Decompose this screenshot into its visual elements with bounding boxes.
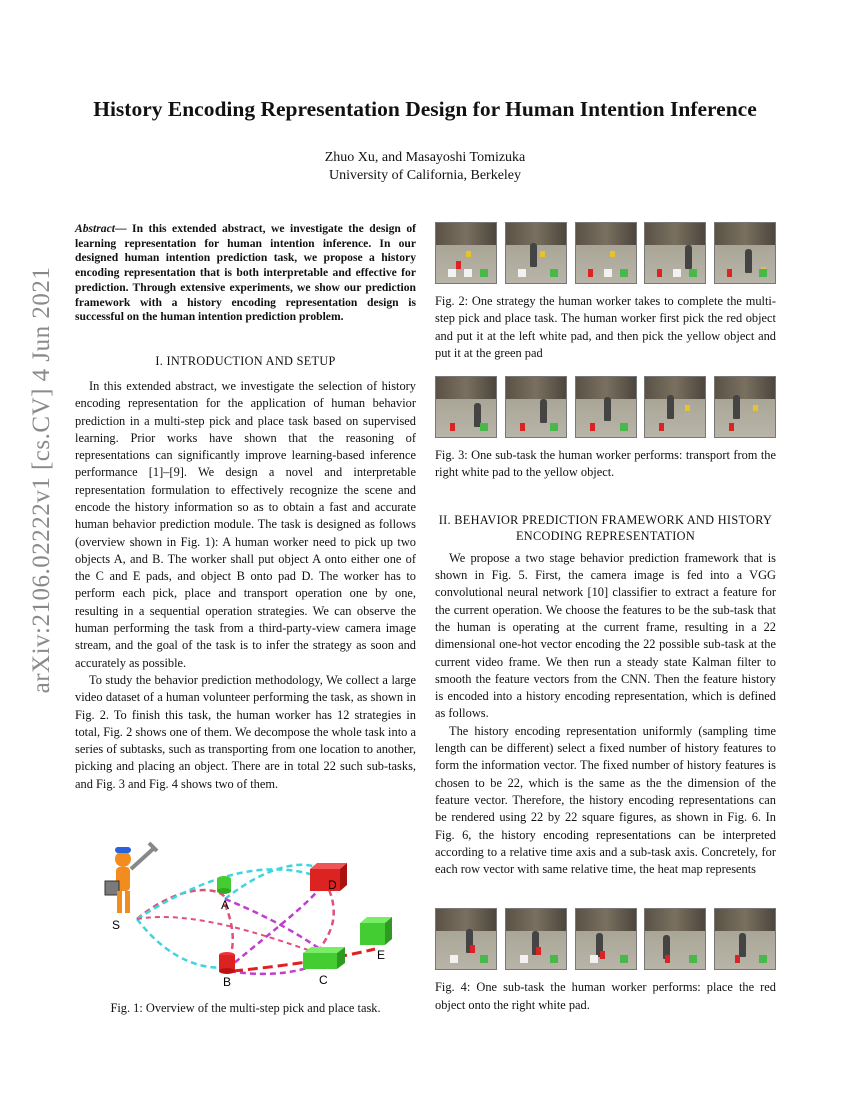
video-frame	[644, 222, 706, 284]
arxiv-identifier: arXiv:2106.02222v1 [cs.CV] 4 Jun 2021	[28, 266, 55, 694]
video-frame	[714, 908, 776, 970]
label-a: A	[221, 898, 230, 913]
figure-1-diagram	[75, 819, 416, 1019]
abstract-label: Abstract	[75, 222, 115, 235]
author-block	[0, 149, 850, 185]
video-frame	[505, 908, 567, 970]
video-frame	[714, 376, 776, 438]
left-column	[75, 222, 416, 1019]
object-c-pad	[303, 947, 345, 969]
abstract-text: — In this extended abstract, we investigate the design of learning representation for human intention inference. In our designed human intention prediction task, we propose a history encoding representation that is both interpretable and effective for prediction. Through extensive experiments, we show our prediction framework with a history encoding representation design is successful on the human intention prediction problem.	[75, 222, 416, 324]
figure-2-caption: Fig. 2: One strategy the human worker takes to complete the multi-step pick and place task. The human worker first pick the red object and put it at the left white pad, and then pick the yellow object and put it at the green pad	[435, 294, 776, 360]
video-frame	[575, 222, 637, 284]
section-1-paragraph-2: To study the behavior prediction methodology, We collect a large video dataset of a human volunteer performing the task, as shown in Fig. 2. To finish this task, the human worker has 12 strategies in total, Fig. 2 shows one of them. We decompose the whole task into a series of subtasks, such as transporting from one location to another, picking and placing an object. There are in total 22 such sub-tasks, and Fig. 3 and Fig. 4 shows two of them.	[75, 672, 416, 791]
right-column	[435, 222, 776, 1014]
section-2-paragraph-1: We propose a two stage behavior prediction framework that is shown in Fig. 5. First, the camera image is fed into a VGG convolutional neural network [10] classifier to extract a feature for the current operation. We choose the features to be the sub-task that the human is operating at the current frame, resulting in a 22 dimensional one-hot vector encoding the 22 possible sub-task at the current video frame. We then run a steady state Kalman filter to smooth the feature vectors from the CNN. Then the feature history is encoded into a history encoding representation, which is defined as follows.	[435, 550, 776, 721]
figure-3-frames	[435, 376, 776, 438]
section-2-paragraph-2: The history encoding representation uniformly (sampling time length can be different) select a fixed number of history features to form the information vector. The fixed number of history features is chosen to be 22, which is the same as the the dimension of the feature vector. Therefore, the history encoding representations can be rendered using 22 by 22 square figures, as shown in Fig. 6. In Fig. 6, the history encoding representations can be interpreted according to a relative time axis and a sub-task axis. Concretely, for each row vector with same relative time, the heat map represents	[435, 723, 776, 877]
label-b: B	[223, 975, 232, 990]
video-frame	[575, 908, 637, 970]
path-s-b	[137, 919, 227, 968]
path-a-c	[225, 899, 320, 949]
video-frame	[505, 222, 567, 284]
figure-4-frames	[435, 908, 776, 970]
video-frame	[505, 376, 567, 438]
worker-figure	[105, 843, 157, 913]
section-1-heading: I. INTRODUCTION AND SETUP	[155, 353, 336, 368]
section-1-paragraph-1: In this extended abstract, we investigate the selection of history encoding representation for the application of human behavior prediction in a multi-step pick and place task based on supervised learning. Prior works have shown that the reasoning of representations can significantly improve learning-based inference performance [1]–[9]. We design a novel and interpretable representation formulation to effectively recognize the scene and encode the history information so as to obtain a fast and accurate human behavior prediction module. The task is designed as follows (overview shown in Fig. 1): A human worker need to pick up two objects A, and B. The worker shall put object A onto either one of the C and E pads, and object B onto pad D. The worker has to perform each pick, place and transport operation one by one, resulting in a sequential operation strategies. We can observe the human performing the task from a third-party-view camera image stream, and the goal of the task is to infer the strategy as soon and accurately as possible.	[75, 378, 416, 670]
author-names: Zhuo Xu, and Masayoshi Tomizuka	[324, 150, 526, 165]
figure-3-caption: Fig. 3: One sub-task the human worker performs: transport from the right white pad to the yellow object.	[435, 448, 776, 480]
figure-4-caption: Fig. 4: One sub-task the human worker performs: place the red object onto the right white pad.	[435, 980, 776, 1012]
object-b	[219, 952, 235, 974]
section-2-heading-line-2: ENCODING REPRESENTATION	[515, 528, 696, 543]
paper-title: History Encoding Representation Design for Human Intention Inference	[93, 97, 757, 121]
figure-1-caption: Fig. 1: Overview of the multi-step pick and place task.	[110, 1001, 381, 1016]
abstract	[75, 222, 416, 325]
label-e: E	[377, 948, 386, 963]
figure-2-frames	[435, 222, 776, 284]
object-e-pad	[360, 917, 392, 945]
figure-1-svg	[75, 819, 416, 989]
arxiv-sidebar	[22, 266, 62, 694]
label-d: D	[328, 878, 337, 893]
label-s: S	[112, 918, 121, 933]
video-frame	[435, 222, 497, 284]
video-frame	[644, 376, 706, 438]
object-a	[217, 876, 231, 894]
video-frame	[435, 376, 497, 438]
video-frame	[435, 908, 497, 970]
video-frame	[714, 222, 776, 284]
video-frame	[644, 908, 706, 970]
video-frame	[575, 376, 637, 438]
section-2-heading-line-1: II. BEHAVIOR PREDICTION FRAMEWORK AND HISTORY	[438, 512, 773, 527]
label-c: C	[319, 973, 328, 988]
affiliation: University of California, Berkeley	[328, 168, 522, 183]
